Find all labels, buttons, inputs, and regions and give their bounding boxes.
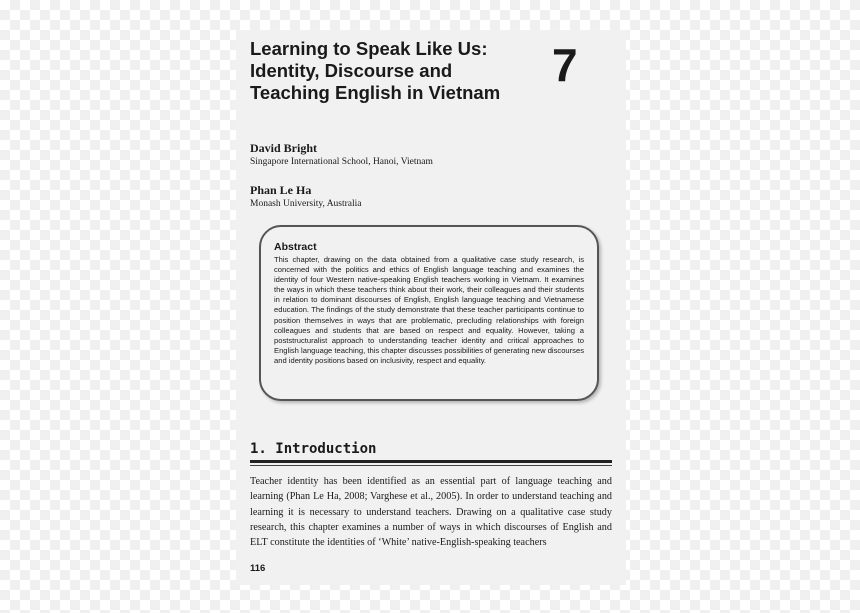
abstract-text: This chapter, drawing on the data obtained from a qualitative case study research, is concerned with the politics and ethics of English language teaching and examines the identity of four Western native-speaking English teachers working in Vietnam. It examines the ways in which these teachers think about their work, their colleagues and their students in relation to dominant discourses of English, English language teaching and Vietnamese education. The findings of the study demonstrate that these teacher participants continue to position themselves in ways that are problematic, precluding relationships with foreign colleagues and students that are based on respect and equality. However, taking a poststructuralist approach to understanding teacher identity and critical approaches to English language teaching, this chapter discusses possibilities of generating new discourses and identity positions based on inclusivity, respect and equality. (274, 255, 584, 365)
section-divider (250, 465, 612, 466)
chapter-number: 7 (552, 39, 578, 91)
abstract-box (259, 225, 599, 401)
abstract-heading: Abstract (274, 241, 317, 253)
author-affiliation-1: Singapore International School, Hanoi, Vietnam (250, 157, 433, 167)
section-heading: 1. Introduction (250, 440, 612, 463)
author-affiliation-2: Monash University, Australia (250, 199, 362, 209)
chapter-title: Learning to Speak Like Us: Identity, Discourse and Teaching English in Vietnam (250, 38, 501, 103)
author-name-1: David Bright (250, 141, 318, 155)
page-number: 116 (250, 563, 266, 574)
body-paragraph: Teacher identity has been identified as an essential part of language teaching and learning (Phan Le Ha, 2008; Varghese et al., 2005). In order to understand teaching and learning it is necessary to understand teachers. Drawing on a qualitative case study research, this chapter examines a number of ways in which discourses of English and ELT constitute the identities of ‘White’ native-English-speaking teachers (250, 476, 612, 549)
author-name-2: Phan Le Ha (250, 183, 312, 197)
